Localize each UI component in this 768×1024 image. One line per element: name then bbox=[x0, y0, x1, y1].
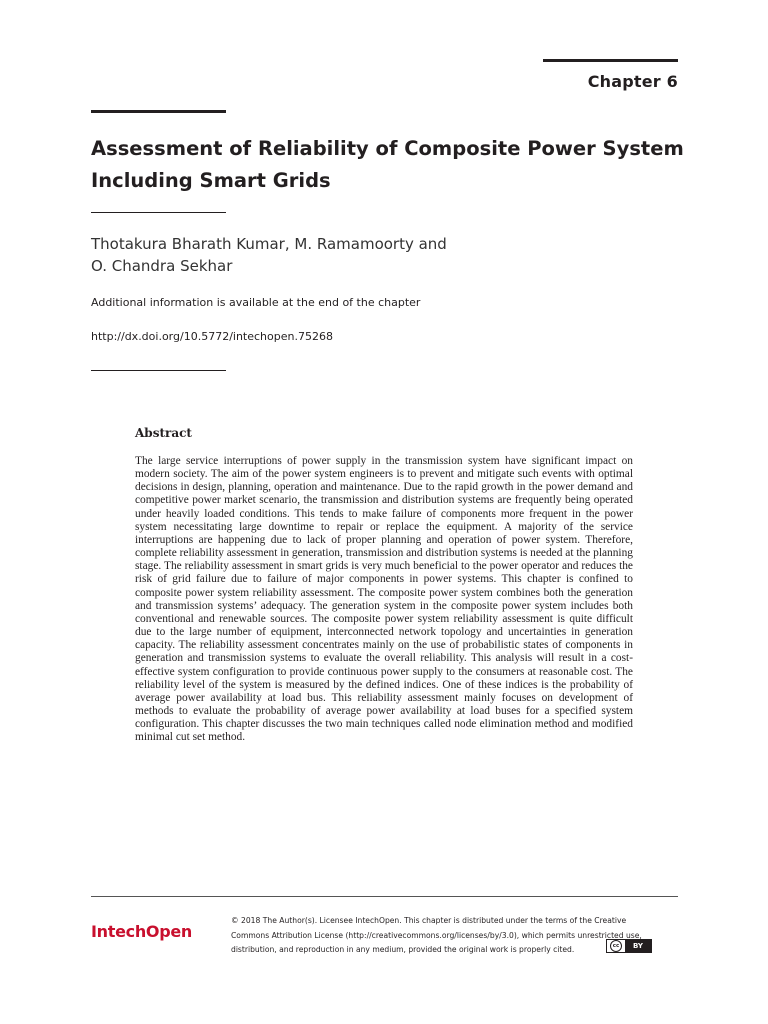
license-line-2: Commons Attribution License (http://creativecommons.org/licenses/by/3.0), which permits unrestricted use, bbox=[231, 930, 642, 940]
meta-rule bbox=[91, 370, 226, 371]
author-line-1: Thotakura Bharath Kumar, M. Ramamoorty and bbox=[91, 235, 447, 253]
abstract-body: The large service interruptions of power supply in the transmission system have significant impact on modern society. The aim of the power system engineers is to prevent and mitigate such events with optimal decisions in design, planning, operation and maintenance. Due to the rapid growth in the power demand and competitive power market scenario, the transmission and distribution systems are frequently being operated under heavily loaded conditions. This tends to make failure of components more frequent in the power system necessitating large downtime to repair or replace the equipment. A majority of the service interruptions are happening due to lack of proper planning and operation of power system. Therefore, complete reliability assessment in generation, transmission and distribution systems is needed at the planning stage. The reliability assessment in smart grids is very much beneficial to the power operator and reduces the risk of grid failure due to failure of major components in power systems. This chapter is confined to composite power system reliability assessment. The composite power system combines both the generation and transmission systems’ adequacy. The generation system in the composite power system includes both conventional and renewable sources. The composite power system reliability assessment is quite difficult due to the large number of equipment, interconnected network topology and uncertainties in generation capacity. The reliability assessment concentrates mainly on the use of probabilistic states of components in generation and transmission systems to evaluate the overall reliability. This analysis will result in a cost-effective system configuration to provide continuous power supply to the consumers at reasonable cost. The reliability level of the system is measured by the defined indices. One of these indices is the probability of average power availability at load bus. This reliability assessment mainly focuses on development of methods to evaluate the probability of average power availability at load buses for a specified system configuration. This chapter discusses the two main techniques called node elimination method and modified minimal cut set method. bbox=[135, 455, 633, 744]
author-list bbox=[91, 233, 511, 277]
chapter-rule bbox=[543, 59, 678, 62]
cc-by-badge-icon[interactable] bbox=[606, 939, 652, 953]
abstract-heading: Abstract bbox=[135, 426, 192, 440]
by-label: BY bbox=[625, 940, 651, 952]
license-line-1: © 2018 The Author(s). Licensee IntechOpen. This chapter is distributed under the terms of the Creative bbox=[231, 916, 627, 925]
footer-rule bbox=[91, 896, 678, 897]
cc-icon: cc bbox=[607, 940, 625, 952]
chapter-title: Assessment of Reliability of Composite Power System Including Smart Grids bbox=[91, 137, 684, 192]
title-rule-top bbox=[91, 110, 226, 113]
doi-link[interactable]: http://dx.doi.org/10.5772/intechopen.75268 bbox=[91, 330, 333, 343]
author-line-2: O. Chandra Sekhar bbox=[91, 257, 233, 275]
title-rule-bottom bbox=[91, 212, 226, 213]
chapter-label: Chapter 6 bbox=[587, 72, 678, 91]
publisher-logo: IntechOpen bbox=[91, 922, 193, 941]
license-line-3: distribution, and reproduction in any medium, provided the original work is properly cited. bbox=[231, 945, 575, 954]
additional-info-note: Additional information is available at the end of the chapter bbox=[91, 296, 421, 309]
